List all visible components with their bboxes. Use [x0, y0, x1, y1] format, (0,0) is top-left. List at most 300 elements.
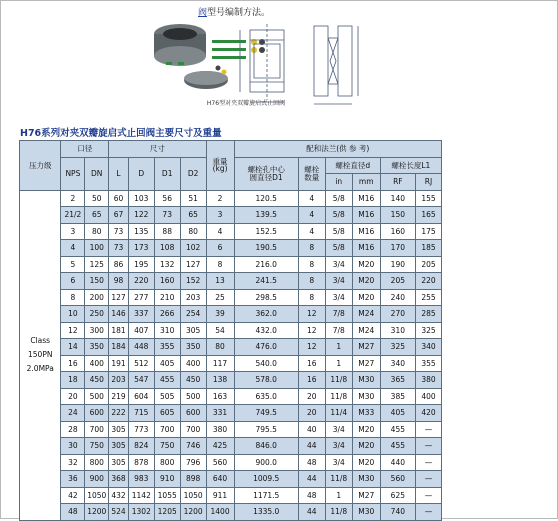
table-cell: 11/4: [325, 405, 352, 422]
table-cell: 340: [380, 355, 415, 372]
table-cell: 138: [206, 372, 234, 389]
table-row: [20, 322, 442, 339]
table-cell: 455: [380, 438, 415, 455]
table-cell: 88: [154, 223, 180, 240]
table-cell: 203: [180, 289, 206, 306]
table-cell: 1302: [128, 504, 154, 521]
table-cell: M27: [352, 339, 380, 356]
header-rf: RF: [380, 174, 415, 191]
table-row: [20, 421, 442, 438]
table-cell: 505: [154, 388, 180, 405]
header-d: D: [128, 157, 154, 190]
table-cell: 600: [180, 405, 206, 422]
table-row: [20, 355, 442, 372]
table-cell: 407: [128, 322, 154, 339]
table-cell: 750: [154, 438, 180, 455]
table-cell: 340: [415, 339, 441, 356]
table-row: [20, 289, 442, 306]
table-cell: M16: [352, 240, 380, 257]
table-cell: 749.5: [234, 405, 298, 422]
section-title: H76系列对夹双瓣旋启式止回阀主要尺寸及重量: [20, 128, 222, 139]
table-cell: 1142: [128, 487, 154, 504]
valve-section-drawing: [236, 16, 382, 112]
table-cell: 102: [180, 240, 206, 257]
table-cell: 195: [128, 256, 154, 273]
table-cell: 241.5: [234, 273, 298, 290]
table-cell: 983: [128, 471, 154, 488]
dimension-table: [19, 140, 442, 521]
table-cell: 898: [180, 471, 206, 488]
table-cell: 60: [109, 190, 129, 207]
table-cell: 5/8: [325, 240, 352, 257]
header-l: L: [109, 157, 129, 190]
table-cell: 127: [180, 256, 206, 273]
table-cell: 3/4: [325, 256, 352, 273]
table-cell: 125: [85, 256, 109, 273]
table-cell: 20: [298, 388, 325, 405]
table-cell: 8: [61, 289, 85, 306]
table-cell: 127: [109, 289, 129, 306]
table-cell: 160: [380, 223, 415, 240]
table-cell: 455: [380, 421, 415, 438]
table-cell: 500: [180, 388, 206, 405]
table-cell: 4: [206, 223, 234, 240]
table-cell: M27: [352, 487, 380, 504]
table-cell: 80: [85, 223, 109, 240]
table-cell: 640: [206, 471, 234, 488]
table-cell: 255: [415, 289, 441, 306]
table-cell: 240: [380, 289, 415, 306]
table-cell: 795.5: [234, 421, 298, 438]
table-cell: 13: [206, 273, 234, 290]
table-cell: 380: [415, 372, 441, 389]
table-cell: 455: [154, 372, 180, 389]
table-cell: M16: [352, 190, 380, 207]
table-row: [20, 207, 442, 224]
table-row: [20, 339, 442, 356]
table-cell: 11/8: [325, 372, 352, 389]
table-cell: 152: [180, 273, 206, 290]
table-cell: 604: [128, 388, 154, 405]
table-cell: 305: [109, 454, 129, 471]
table-cell: 310: [154, 322, 180, 339]
table-cell: 355: [154, 339, 180, 356]
table-cell: 3: [61, 223, 85, 240]
table-cell: 18: [61, 372, 85, 389]
table-cell: 560: [206, 454, 234, 471]
table-cell: 605: [154, 405, 180, 422]
table-cell: 25: [206, 289, 234, 306]
table-cell: 150: [380, 207, 415, 224]
table-cell: 152.5: [234, 223, 298, 240]
table-cell: 20: [61, 388, 85, 405]
table-cell: 512: [128, 355, 154, 372]
table-cell: 67: [109, 207, 129, 224]
table-cell: 385: [380, 388, 415, 405]
table-cell: M33: [352, 405, 380, 422]
table-cell: 365: [380, 372, 415, 389]
figure-caption: H76型对夹双瓣旋启式止回阀: [206, 100, 286, 107]
table-cell: 380: [206, 421, 234, 438]
table-cell: M20: [352, 256, 380, 273]
table-cell: M20: [352, 289, 380, 306]
table-cell: 32: [61, 454, 85, 471]
table-row: [20, 223, 442, 240]
table-cell: 7/8: [325, 322, 352, 339]
table-cell: 432: [109, 487, 129, 504]
table-row: [20, 273, 442, 290]
table-cell: —: [415, 471, 441, 488]
table-cell: 205: [380, 273, 415, 290]
table-cell: 56: [154, 190, 180, 207]
table-cell: 310: [380, 322, 415, 339]
table-cell: 911: [206, 487, 234, 504]
table-cell: 3/4: [325, 273, 352, 290]
table-cell: M30: [352, 504, 380, 521]
table-cell: 20: [298, 405, 325, 422]
table-cell: 5/8: [325, 223, 352, 240]
table-cell: 146: [109, 306, 129, 323]
table-cell: 1335.0: [234, 504, 298, 521]
table-cell: 11/8: [325, 471, 352, 488]
table-row: [20, 306, 442, 323]
table-cell: 190: [380, 256, 415, 273]
header-bolt-count: 螺栓 数量: [298, 157, 325, 190]
table-cell: 222: [109, 405, 129, 422]
table-cell: 65: [85, 207, 109, 224]
table-cell: 39: [206, 306, 234, 323]
table-cell: 73: [109, 240, 129, 257]
header-bolt-circle: 螺栓孔中心 圆直径D1: [234, 157, 298, 190]
table-row: [20, 372, 442, 389]
table-cell: 165: [415, 207, 441, 224]
header-dn: DN: [85, 157, 109, 190]
table-cell: 350: [180, 339, 206, 356]
table-cell: 740: [380, 504, 415, 521]
header-bolt-length: 螺栓长度L1: [380, 157, 441, 174]
table-cell: 100: [85, 240, 109, 257]
table-cell: 181: [109, 322, 129, 339]
table-cell: 5: [61, 256, 85, 273]
table-cell: 155: [415, 190, 441, 207]
table-cell: 1200: [85, 504, 109, 521]
table-cell: 8: [298, 256, 325, 273]
table-cell: 219: [109, 388, 129, 405]
header-d1: D1: [154, 157, 180, 190]
table-cell: 5/8: [325, 207, 352, 224]
table-cell: 36: [61, 471, 85, 488]
table-cell: 277: [128, 289, 154, 306]
table-cell: 448: [128, 339, 154, 356]
table-cell: 80: [180, 223, 206, 240]
table-cell: 51: [180, 190, 206, 207]
table-cell: 270: [380, 306, 415, 323]
table-cell: 325: [380, 339, 415, 356]
table-cell: 6: [61, 273, 85, 290]
table-cell: 846.0: [234, 438, 298, 455]
table-cell: 30: [61, 438, 85, 455]
table-cell: 50: [85, 190, 109, 207]
table-cell: 135: [128, 223, 154, 240]
header-d2: D2: [180, 157, 206, 190]
header-pressure-class: 压力级: [20, 141, 61, 191]
table-cell: 108: [154, 240, 180, 257]
table-cell: 163: [206, 388, 234, 405]
table-cell: 8: [298, 273, 325, 290]
table-cell: 12: [61, 322, 85, 339]
table-cell: 350: [85, 339, 109, 356]
table-row: [20, 504, 442, 521]
table-body: [20, 190, 442, 520]
table-cell: 450: [180, 372, 206, 389]
table-cell: 11/8: [325, 504, 352, 521]
header-rest: 型号编制方法。: [207, 8, 271, 18]
table-cell: 21/2: [61, 207, 85, 224]
table-cell: 1050: [85, 487, 109, 504]
table-cell: 150: [85, 273, 109, 290]
table-cell: 368: [109, 471, 129, 488]
table-cell: 1055: [154, 487, 180, 504]
table-cell: M30: [352, 372, 380, 389]
table-cell: 254: [180, 306, 206, 323]
table-cell: 3/4: [325, 421, 352, 438]
table-cell: M20: [352, 421, 380, 438]
table-row: [20, 487, 442, 504]
table-cell: 540.0: [234, 355, 298, 372]
table-cell: 12: [298, 339, 325, 356]
table-cell: M24: [352, 322, 380, 339]
table-cell: 298.5: [234, 289, 298, 306]
table-cell: 432.0: [234, 322, 298, 339]
table-cell: 331: [206, 405, 234, 422]
table-cell: 1: [325, 355, 352, 372]
table-cell: M20: [352, 273, 380, 290]
table-cell: 11/8: [325, 388, 352, 405]
table-cell: 2: [61, 190, 85, 207]
table-row: [20, 471, 442, 488]
table-cell: 250: [85, 306, 109, 323]
table-cell: 44: [298, 471, 325, 488]
table-cell: 12: [298, 306, 325, 323]
table-cell: 86: [109, 256, 129, 273]
table-cell: 73: [109, 223, 129, 240]
dimension-drawing: [236, 16, 382, 112]
table-cell: 425: [206, 438, 234, 455]
table-cell: 400: [85, 355, 109, 372]
table-cell: 44: [298, 504, 325, 521]
table-cell: 191: [109, 355, 129, 372]
table-cell: 205: [415, 256, 441, 273]
header-bore: 口径: [61, 141, 109, 158]
table-cell: 878: [128, 454, 154, 471]
table-cell: 139.5: [234, 207, 298, 224]
table-cell: M30: [352, 471, 380, 488]
table-cell: 7/8: [325, 306, 352, 323]
table-cell: 305: [180, 322, 206, 339]
table-cell: 65: [180, 207, 206, 224]
table-cell: 3/4: [325, 438, 352, 455]
table-cell: 700: [154, 421, 180, 438]
table-cell: 3/4: [325, 289, 352, 306]
table-cell: 42: [61, 487, 85, 504]
table-cell: 8: [298, 240, 325, 257]
table-cell: 24: [61, 405, 85, 422]
table-cell: 800: [154, 454, 180, 471]
table-cell: 12: [298, 322, 325, 339]
table-cell: 300: [85, 322, 109, 339]
table-cell: —: [415, 438, 441, 455]
table-cell: 216.0: [234, 256, 298, 273]
table-cell: 14: [61, 339, 85, 356]
table-row: [20, 405, 442, 422]
table-cell: 40: [298, 421, 325, 438]
table-cell: 400: [180, 355, 206, 372]
table-cell: 405: [154, 355, 180, 372]
table-cell: 185: [415, 240, 441, 257]
table-cell: 750: [85, 438, 109, 455]
table-cell: 203: [109, 372, 129, 389]
table-cell: 746: [180, 438, 206, 455]
table-cell: 1009.5: [234, 471, 298, 488]
table-cell: 500: [85, 388, 109, 405]
table-cell: —: [415, 421, 441, 438]
table-cell: 1171.5: [234, 487, 298, 504]
table-cell: 184: [109, 339, 129, 356]
header-size: 尺寸: [109, 141, 206, 158]
table-cell: 2: [206, 190, 234, 207]
table-cell: M27: [352, 355, 380, 372]
table-cell: 400: [415, 388, 441, 405]
table-cell: 54: [206, 322, 234, 339]
table-cell: 635.0: [234, 388, 298, 405]
table-cell: 5/8: [325, 190, 352, 207]
table-cell: 355: [415, 355, 441, 372]
table-cell: 48: [298, 454, 325, 471]
table-cell: 1050: [180, 487, 206, 504]
table-cell: 900: [85, 471, 109, 488]
table-cell: 4: [298, 223, 325, 240]
table-cell: M20: [352, 438, 380, 455]
table-cell: 405: [380, 405, 415, 422]
table-cell: 220: [415, 273, 441, 290]
table-cell: 900.0: [234, 454, 298, 471]
table-cell: 796: [180, 454, 206, 471]
table-cell: 220: [128, 273, 154, 290]
table-cell: 170: [380, 240, 415, 257]
pressure-class-cell: Class 150PN 2.0MPa: [20, 190, 61, 520]
table-cell: 173: [128, 240, 154, 257]
table-cell: 4: [61, 240, 85, 257]
table-cell: 305: [109, 438, 129, 455]
table-cell: M24: [352, 306, 380, 323]
table-cell: 715: [128, 405, 154, 422]
table-cell: 8: [298, 289, 325, 306]
table-cell: —: [415, 504, 441, 521]
table-cell: 140: [380, 190, 415, 207]
table-cell: 4: [298, 207, 325, 224]
table-cell: 824: [128, 438, 154, 455]
table-cell: 440: [380, 454, 415, 471]
table-cell: 325: [415, 322, 441, 339]
table-cell: M16: [352, 223, 380, 240]
header-mm: mm: [352, 174, 380, 191]
table-row: [20, 190, 442, 207]
table-cell: 266: [154, 306, 180, 323]
table-cell: 122: [128, 207, 154, 224]
table-cell: 625: [380, 487, 415, 504]
table-row: [20, 240, 442, 257]
table-cell: —: [415, 454, 441, 471]
table-row: [20, 454, 442, 471]
table-cell: 1400: [206, 504, 234, 521]
table-cell: 910: [154, 471, 180, 488]
table-cell: 305: [109, 421, 129, 438]
header-in: in: [325, 174, 352, 191]
valve-link[interactable]: 阀: [198, 8, 208, 18]
header-weight: 重量 (kg): [206, 141, 234, 191]
table-row: [20, 438, 442, 455]
table-cell: 120.5: [234, 190, 298, 207]
table-cell: 700: [85, 421, 109, 438]
table-cell: 285: [415, 306, 441, 323]
table-cell: 700: [180, 421, 206, 438]
table-cell: 10: [61, 306, 85, 323]
table-cell: 103: [128, 190, 154, 207]
table-row: [20, 256, 442, 273]
table-cell: 476.0: [234, 339, 298, 356]
table-cell: 560: [380, 471, 415, 488]
table-cell: 362.0: [234, 306, 298, 323]
table-cell: 16: [298, 355, 325, 372]
table-cell: 16: [298, 372, 325, 389]
table-cell: M16: [352, 207, 380, 224]
table-cell: 1: [325, 339, 352, 356]
header-nps: NPS: [61, 157, 85, 190]
table-cell: 210: [154, 289, 180, 306]
table-cell: 190.5: [234, 240, 298, 257]
table-cell: 80: [206, 339, 234, 356]
table-cell: 6: [206, 240, 234, 257]
table-cell: 547: [128, 372, 154, 389]
header-flange: 配和法兰(供 参 考): [234, 141, 441, 158]
table-cell: 420: [415, 405, 441, 422]
table-cell: M30: [352, 388, 380, 405]
table-cell: 3/4: [325, 454, 352, 471]
table-cell: 600: [85, 405, 109, 422]
table-cell: 48: [298, 487, 325, 504]
table-cell: M20: [352, 454, 380, 471]
table-cell: 44: [298, 438, 325, 455]
header-rj: RJ: [415, 174, 441, 191]
table-cell: 48: [61, 504, 85, 521]
table-cell: 1200: [180, 504, 206, 521]
table-cell: 773: [128, 421, 154, 438]
table-cell: 132: [154, 256, 180, 273]
table-cell: 578.0: [234, 372, 298, 389]
table-cell: 4: [298, 190, 325, 207]
table-row: [20, 388, 442, 405]
table-cell: 3: [206, 207, 234, 224]
table-cell: 175: [415, 223, 441, 240]
table-cell: 450: [85, 372, 109, 389]
table-cell: 1205: [154, 504, 180, 521]
table-cell: 160: [154, 273, 180, 290]
table-cell: 800: [85, 454, 109, 471]
table-cell: 1: [325, 487, 352, 504]
table-cell: 337: [128, 306, 154, 323]
table-cell: 73: [154, 207, 180, 224]
table-cell: —: [415, 487, 441, 504]
